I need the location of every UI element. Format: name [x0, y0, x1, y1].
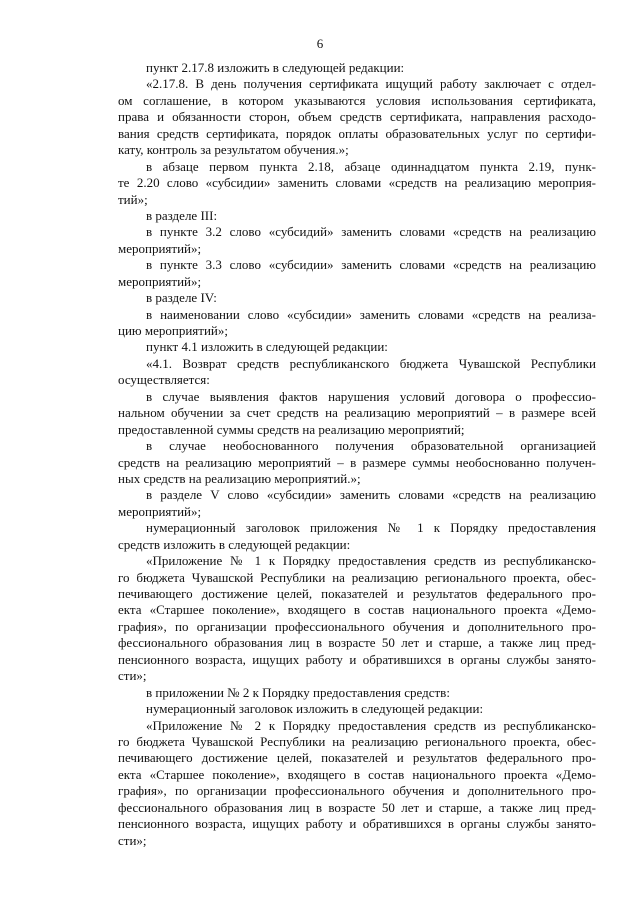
text-line: в абзаце первом пункта 2.18, абзаце одиннадцатом пункта 2.19, пунк- — [146, 158, 596, 174]
page-number: 6 — [316, 36, 324, 51]
text-line: вания средств сертификата, порядок оплаты образовательных услуг по сертифи- — [118, 125, 596, 141]
text-line: пункт 4.1 изложить в следующей редакции: — [146, 339, 388, 355]
text-line: ных средств на реализацию мероприятий.»; — [118, 470, 361, 486]
text-line: в наименовании слово «субсидии» заменить словами «средств на реализа- — [146, 306, 596, 322]
text-line: графия», по организации профессионального обучения и дополнительного про- — [118, 618, 596, 634]
text-line: в пункте 3.2 слово «субсидий» заменить словами «средств на реализацию — [146, 224, 596, 240]
text-line: нумерационный заголовок изложить в следующей редакции: — [146, 701, 484, 717]
text-line: сти»; — [118, 832, 147, 848]
text-line: «2.17.8. В день получения сертификата ищущий работу заключает с отдел- — [146, 76, 596, 92]
text-line: пенсионного возраста, ищущих работу и обратившихся в органы службы занято- — [118, 651, 596, 667]
text-line: тий»; — [118, 191, 148, 207]
document-body — [118, 60, 596, 849]
text-line: в разделе V слово «субсидии» заменить словами «средств на реализацию — [146, 487, 596, 503]
text-line: печивающего достижение целей, показателей и результатов федерального про- — [118, 586, 596, 601]
text-line: нумерационный заголовок приложения № 1 к Порядку предоставления — [146, 520, 596, 536]
text-line: графия», по организации профессионального обучения и дополнительного про- — [118, 783, 596, 799]
text-line: мероприятий»; — [118, 273, 202, 289]
text-line: пенсионного возраста, ищущих работу и обратившихся в органы службы занято- — [118, 816, 596, 832]
text-line: го бюджета Чувашской Республики на реализацию регионального проекта, обес- — [118, 569, 596, 585]
text-line: в пункте 3.3 слово «субсидии» заменить словами «средств на реализацию — [146, 257, 596, 273]
text-line: осуществляется: — [118, 372, 210, 388]
text-line: «4.1. Возврат средств республиканского бюджета Чувашской Республики — [146, 355, 596, 371]
text-line: в разделе III: — [146, 207, 218, 223]
text-line: средств изложить в следующей редакции: — [118, 536, 351, 552]
text-line: нальном обучении за счет средств на реализацию мероприятий – в размере всей — [118, 405, 596, 421]
text-line: фессионального образования лиц в возрасте 50 лет и старше, а также лиц пред- — [118, 799, 596, 815]
text-line: мероприятий»; — [118, 240, 202, 256]
text-line: «Приложение № 2 к Порядку предоставления средств из республиканско- — [146, 717, 596, 733]
text-line: пункт 2.17.8 изложить в следующей редакции: — [146, 60, 405, 75]
text-line: печивающего достижение целей, показателей и результатов федерального про- — [118, 750, 596, 766]
text-line: ом соглашение, в котором указываются условия использования сертификата, — [118, 92, 596, 108]
text-line: екта «Старшее поколение», входящего в состав национального проекта «Демо- — [118, 602, 596, 618]
text-line: цию мероприятий»; — [118, 323, 228, 338]
text-line: в разделе IV: — [146, 290, 217, 306]
text-line: екта «Старшее поколение», входящего в состав национального проекта «Демо- — [118, 766, 596, 782]
text-line: средств на реализацию мероприятий – в размере суммы необоснованно получен- — [118, 454, 596, 470]
text-line: кату, контроль за результатом обучения.»; — [118, 142, 349, 158]
text-line: сти»; — [118, 668, 147, 684]
text-line: права и обязанности сторон, объем средств сертификата, направления расходо- — [118, 109, 596, 125]
text-line: в приложении № 2 к Порядку предоставления средств: — [146, 684, 450, 700]
text-line: фессионального образования лиц в возрасте 50 лет и старше, а также лиц пред- — [118, 635, 596, 651]
text-line: «Приложение № 1 к Порядку предоставления средств из республиканско- — [146, 553, 596, 569]
text-line: мероприятий»; — [118, 503, 202, 519]
text-line: го бюджета Чувашской Республики на реализацию регионального проекта, обес- — [118, 733, 596, 749]
text-line: те 2.20 слово «субсидии» заменить словами «средств на реализацию мероприя- — [118, 175, 596, 191]
text-line: предоставленной суммы средств на реализацию мероприятий; — [118, 421, 465, 437]
text-line: в случае необоснованного получения образовательной организацией — [146, 438, 596, 454]
text-line: в случае выявления фактов нарушения условий договора о профессио- — [146, 388, 596, 404]
